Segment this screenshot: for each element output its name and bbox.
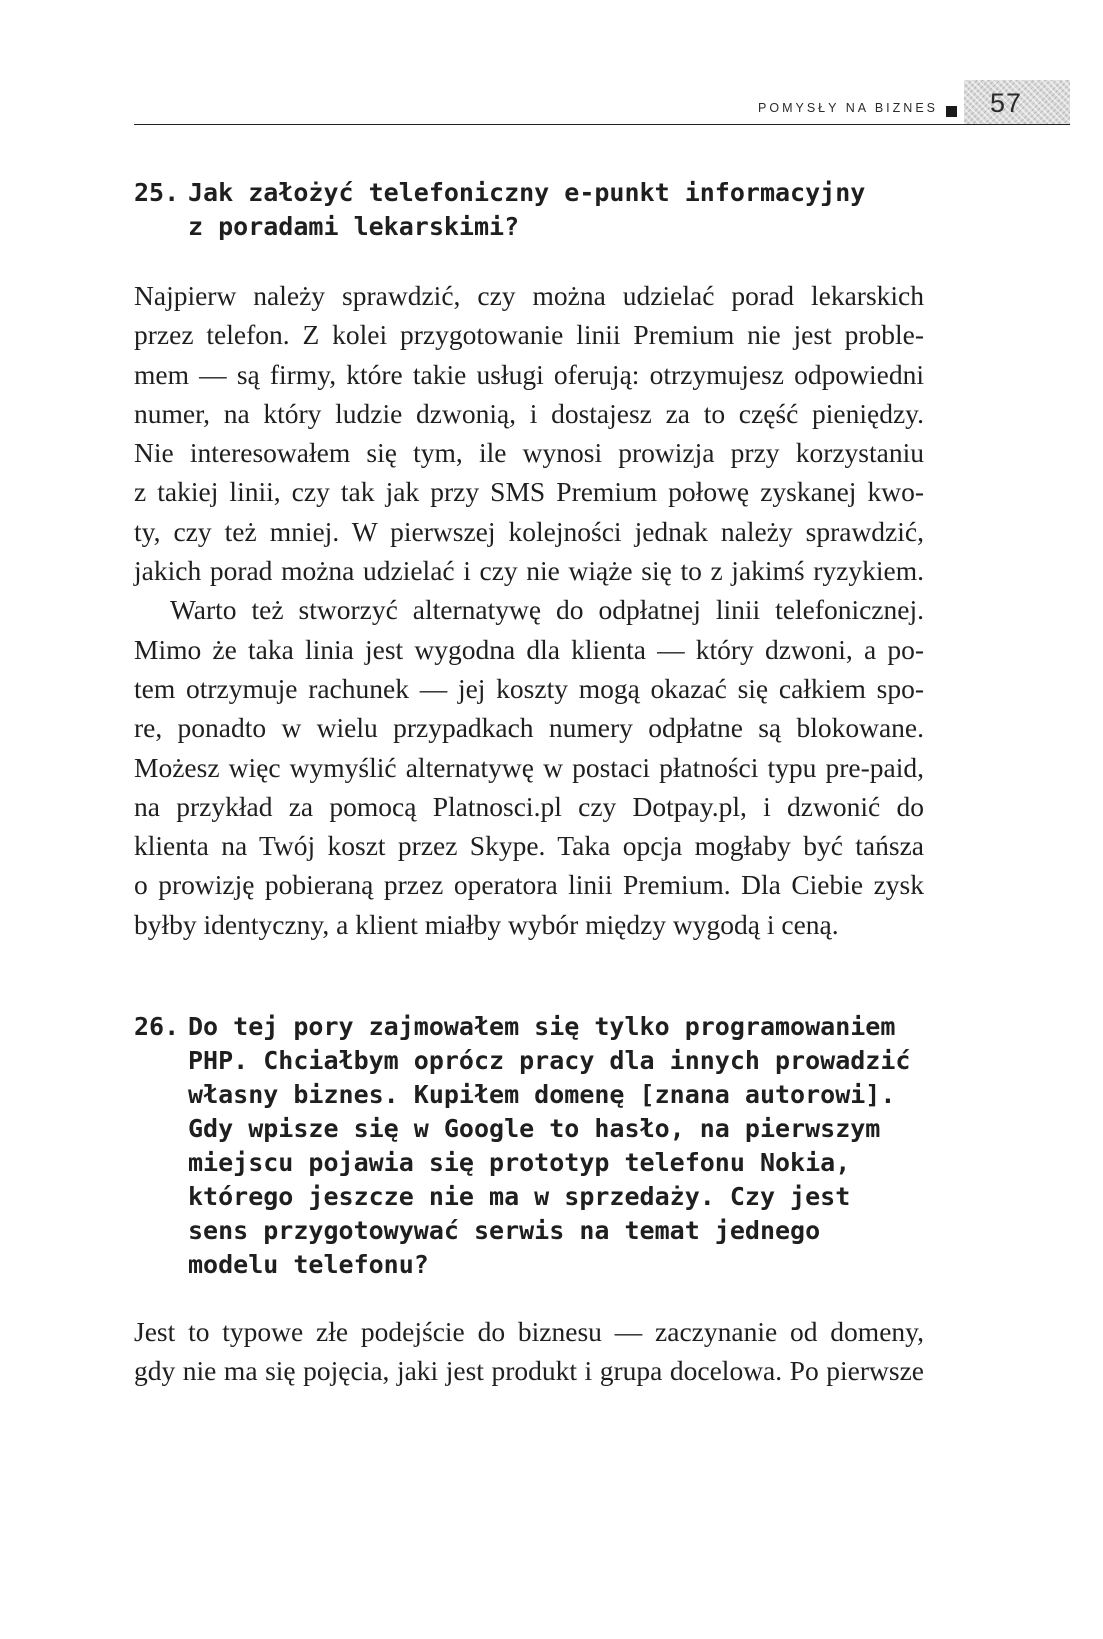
question-number: 26. [134, 1012, 180, 1041]
running-title: POMYSŁY NA BIZNES [758, 101, 938, 115]
question-heading [134, 176, 934, 244]
paragraph [134, 590, 924, 944]
text-line: Mimo że taka linia jest wygodna dla klienta — który dzwoni, a po- [134, 633, 924, 665]
question-heading [134, 1010, 934, 1282]
text-line: re, ponadto w wielu przypadkach numery odpłatne są blokowane. [134, 712, 924, 744]
question-text: Do tej pory zajmowałem się tylko programowaniem PHP. Chciałbym oprócz pracy dla innych prowadzić własny biznes. Kupiłem domenę [znana autorowi]. Gdy wpisze się w Google to hasło, na pierwszym miejscu pojawia się prototyp telefonu Nokia, którego jeszcze nie ma w sprzedaży. Czy jest sens przygotowywać serwis na temat jednego modelu telefonu? [188, 1012, 911, 1279]
text-line: mem — są firmy, które takie usługi oferują: otrzymujesz odpowiedni [134, 358, 924, 390]
text-line: na przykład za pomocą Platnosci.pl czy Dotpay.pl, i dzwonić do [134, 790, 924, 822]
page-number: 57 [989, 88, 1022, 118]
paragraph [134, 1312, 924, 1391]
text-line: o prowizję pobieraną przez operatora linii Premium. Dla Ciebie zysk [134, 869, 924, 901]
running-header [134, 80, 1070, 128]
text-line: tem otrzymuje rachunek — jej koszty mogą okazać się całkiem spo- [134, 672, 924, 704]
text-line: Nie interesowałem się tym, ile wynosi prowizja przy korzystaniu [134, 437, 924, 469]
paragraph [134, 276, 924, 590]
square-bullet-icon [946, 106, 957, 117]
text-line: Możesz więc wymyślić alternatywę w postaci płatności typu pre-paid, [134, 751, 924, 783]
question-text: Jak założyć telefoniczny e-punkt informacyjny z poradami lekarskimi? [188, 178, 866, 241]
text-line: jakich porad można udzielać i czy nie wiąże się to z jakimś ryzykiem. [134, 555, 924, 587]
text-line: z takiej linii, czy tak jak przy SMS Premium połowę zyskanej kwo- [134, 476, 924, 508]
text-line: gdy nie ma się pojęcia, jaki jest produkt i grupa docelowa. Po pierwsze [134, 1355, 924, 1387]
answer-text [134, 1312, 924, 1391]
text-line: przez telefon. Z kolei przygotowanie linii Premium nie jest proble- [134, 319, 924, 351]
text-line: Najpierw należy sprawdzić, czy można udzielać porad lekarskich [134, 280, 924, 311]
header-rule [134, 124, 1070, 125]
text-line: numer, na który ludzie dzwonią, i dostajesz za to część pieniędzy. [134, 397, 924, 429]
text-line: byłby identyczny, a klient miałby wybór między wygodą i ceną. [134, 908, 839, 940]
answer-text [134, 276, 924, 944]
text-line: ty, czy też mniej. W pierwszej kolejności jednak należy sprawdzić, [134, 515, 924, 547]
text-line: Jest to typowe złe podejście do biznesu — zaczynanie od domeny, [134, 1316, 924, 1347]
question-number: 25. [134, 178, 180, 207]
text-line: Warto też stworzyć alternatywę do odpłatnej linii telefonicznej. [170, 594, 924, 626]
text-line: klienta na Twój koszt przez Skype. Taka opcja mogłaby być tańsza [134, 830, 924, 862]
